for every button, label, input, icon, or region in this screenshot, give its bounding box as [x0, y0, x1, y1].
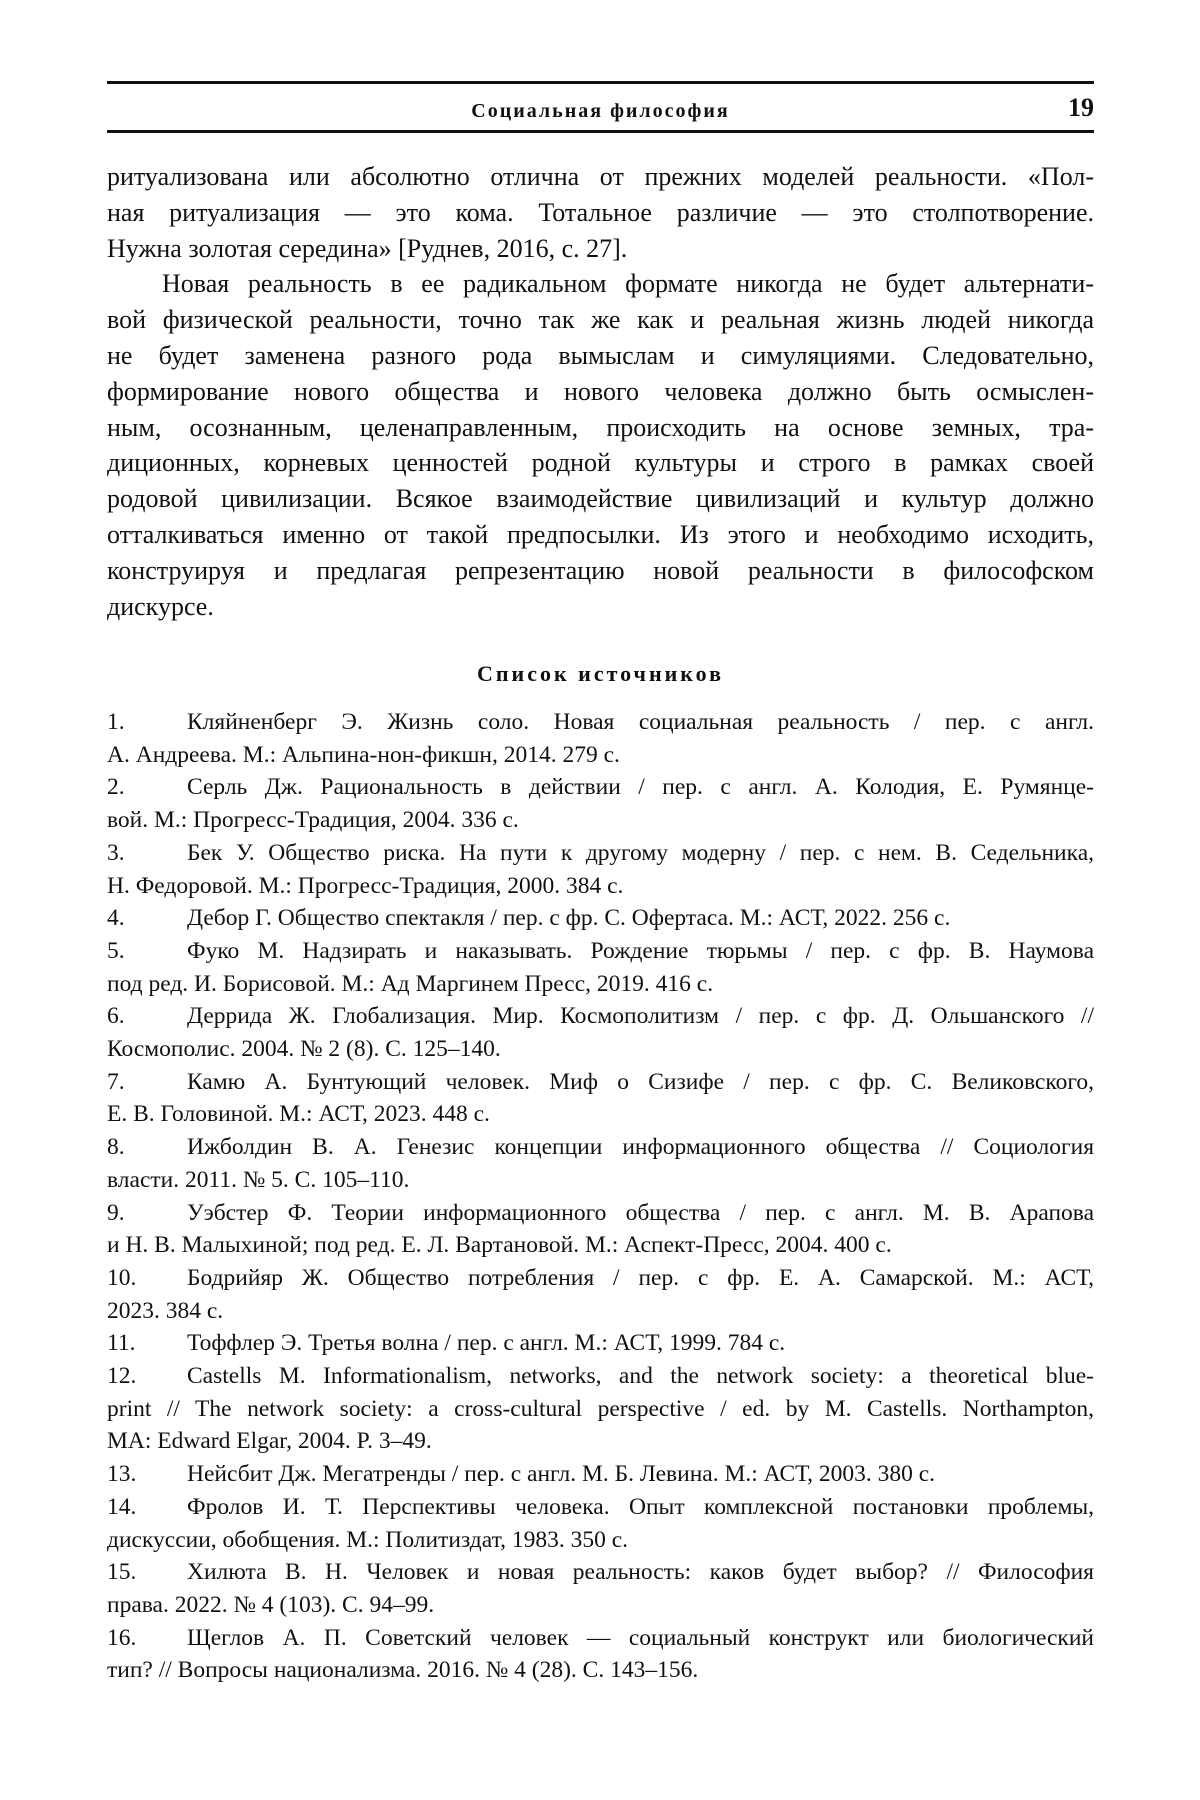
references-heading: Список источников: [107, 657, 1094, 691]
reference-number: 8.: [107, 1131, 187, 1164]
paragraph: [107, 266, 1094, 624]
reference-number: 1.: [107, 706, 187, 739]
reference-number: 16.: [107, 1622, 187, 1655]
text-line: ная ритуализация — это кома. Тотальное различие — это столпотворение.: [107, 195, 1094, 231]
text-line: родовой цивилизации. Всякое взаимодействие цивилизаций и культур должно: [107, 481, 1094, 517]
reference-number: 3.: [107, 837, 187, 870]
reference-number: 9.: [107, 1197, 187, 1230]
text-line: Нужна золотая середина» [Руднев, 2016, с. 27].: [107, 231, 1094, 267]
text-line: конструируя и предлагая репрезентацию новой реальности в философском: [107, 553, 1094, 589]
reference-line: тип? // Вопросы национализма. 2016. № 4 (28). С. 143–156.: [107, 1654, 1094, 1687]
reference-item: [107, 771, 1094, 836]
reference-line: [107, 1556, 1094, 1589]
reference-line: [107, 1000, 1094, 1033]
reference-item: [107, 1360, 1094, 1458]
reference-text: Щеглов А. П. Советский человек — социальный конструкт или биологический: [187, 1625, 1094, 1651]
reference-line: Космополис. 2004. № 2 (8). С. 125–140.: [107, 1033, 1094, 1066]
paragraph: [107, 159, 1094, 266]
reference-text: Фролов И. Т. Перспективы человека. Опыт комплексной постановки проблемы,: [187, 1494, 1094, 1520]
reference-line: под ред. И. Борисовой. М.: Ад Маргинем Пресс, 2019. 416 с.: [107, 968, 1094, 1001]
reference-number: 5.: [107, 935, 187, 968]
reference-line: [107, 706, 1094, 739]
text-line: дискурсе.: [107, 589, 1094, 625]
reference-item: [107, 935, 1094, 1000]
reference-line: [107, 1360, 1094, 1393]
reference-line: print // The network society: a cross-cultural perspective / ed. by M. Castells. Northampton,: [107, 1393, 1094, 1426]
reference-text: Фуко М. Надзирать и наказывать. Рождение тюрьмы / пер. с фр. В. Наумова: [187, 938, 1094, 964]
reference-text: Бодрийяр Ж. Общество потребления / пер. с фр. Е. А. Самарской. М.: АСТ,: [187, 1265, 1094, 1291]
reference-line: [107, 1622, 1094, 1655]
reference-line: 2023. 384 с.: [107, 1295, 1094, 1328]
header-bottom-rule: [107, 130, 1094, 133]
reference-number: 6.: [107, 1000, 187, 1033]
reference-number: 15.: [107, 1556, 187, 1589]
reference-text: Хилюта В. Н. Человек и новая реальность: каков будет выбор? // Философия: [187, 1559, 1094, 1585]
references-list: [107, 706, 1094, 1687]
reference-number: 2.: [107, 771, 187, 804]
reference-item: [107, 1458, 1094, 1491]
reference-number: 10.: [107, 1262, 187, 1295]
reference-item: [107, 837, 1094, 902]
reference-line: Н. Федоровой. М.: Прогресс-Традиция, 2000. 384 с.: [107, 870, 1094, 903]
reference-number: 4.: [107, 902, 187, 935]
body-text: [107, 159, 1094, 624]
text-line: Новая реальность в ее радикальном формате никогда не будет альтернати-: [107, 266, 1094, 302]
reference-item: [107, 1327, 1094, 1360]
reference-line: [107, 1262, 1094, 1295]
reference-text: Ижболдин В. А. Генезис концепции информационного общества // Социология: [187, 1134, 1094, 1160]
reference-line: Е. В. Головиной. М.: АСТ, 2023. 448 с.: [107, 1098, 1094, 1131]
reference-number: 12.: [107, 1360, 187, 1393]
text-line: ным, осознанным, целенаправленным, происходить на основе земных, тра-: [107, 410, 1094, 446]
text-line: диционных, корневых ценностей родной культуры и строго в рамках своей: [107, 445, 1094, 481]
reference-item: [107, 1491, 1094, 1556]
reference-item: [107, 1556, 1094, 1621]
reference-item: [107, 1262, 1094, 1327]
header-top-rule: [107, 81, 1094, 84]
reference-item: [107, 1000, 1094, 1065]
reference-text: Деррида Ж. Глобализация. Мир. Космополитизм / пер. с фр. Д. Ольшанского //: [187, 1003, 1094, 1029]
reference-line: [107, 1327, 1094, 1360]
reference-line: [107, 1458, 1094, 1491]
page-number: 19: [1068, 91, 1094, 125]
reference-item: [107, 1197, 1094, 1262]
reference-text: Castells M. Informationalism, networks, and the network society: a theoretical blue-: [187, 1363, 1094, 1389]
reference-line: [107, 1197, 1094, 1230]
reference-line: [107, 902, 1094, 935]
text-line: отталкиваться именно от такой предпосылки. Из этого и необходимо исходить,: [107, 517, 1094, 553]
reference-line: [107, 935, 1094, 968]
reference-item: [107, 1131, 1094, 1196]
text-line: ритуализована или абсолютно отлична от прежних моделей реальности. «Пол-: [107, 159, 1094, 195]
reference-line: права. 2022. № 4 (103). С. 94–99.: [107, 1589, 1094, 1622]
reference-line: и Н. В. Малыхиной; под ред. Е. Л. Вартановой. М.: Аспект-Пресс, 2004. 400 с.: [107, 1229, 1094, 1262]
reference-text: Дебор Г. Общество спектакля / пер. с фр. С. Офертаса. М.: АСТ, 2022. 256 с.: [187, 905, 950, 931]
reference-text: Камю А. Бунтующий человек. Миф о Сизифе / пер. с фр. С. Великовского,: [187, 1069, 1094, 1095]
reference-line: вой. М.: Прогресс-Традиция, 2004. 336 с.: [107, 804, 1094, 837]
reference-line: [107, 1131, 1094, 1164]
reference-item: [107, 706, 1094, 771]
reference-line: [107, 837, 1094, 870]
reference-number: 13.: [107, 1458, 187, 1491]
text-line: формирование нового общества и нового человека должно быть осмыслен-: [107, 374, 1094, 410]
reference-text: Уэбстер Ф. Теории информационного общества / пер. с англ. М. В. Арапова: [187, 1200, 1094, 1226]
text-line: вой физической реальности, точно так же как и реальная жизнь людей никогда: [107, 302, 1094, 338]
reference-line: дискуссии, обобщения. М.: Политиздат, 1983. 350 с.: [107, 1524, 1094, 1557]
reference-number: 11.: [107, 1327, 187, 1360]
reference-item: [107, 902, 1094, 935]
reference-item: [107, 1066, 1094, 1131]
reference-line: MA: Edward Elgar, 2004. P. 3–49.: [107, 1425, 1094, 1458]
text-line: не будет заменена разного рода вымыслам и симуляциями. Следовательно,: [107, 338, 1094, 374]
reference-text: Бек У. Общество риска. На пути к другому модерну / пер. с нем. В. Седельника,: [187, 840, 1094, 866]
reference-line: [107, 1491, 1094, 1524]
reference-text: Кляйненберг Э. Жизнь соло. Новая социальная реальность / пер. с англ.: [187, 709, 1094, 735]
reference-number: 7.: [107, 1066, 187, 1099]
reference-line: [107, 1066, 1094, 1099]
running-title: Социальная философия: [107, 94, 1094, 128]
reference-number: 14.: [107, 1491, 187, 1524]
reference-item: [107, 1622, 1094, 1687]
reference-text: Серль Дж. Рациональность в действии / пер. с англ. А. Колодия, Е. Румянце-: [187, 774, 1094, 800]
reference-line: власти. 2011. № 5. С. 105–110.: [107, 1164, 1094, 1197]
reference-line: А. Андреева. М.: Альпина-нон-фикшн, 2014. 279 с.: [107, 739, 1094, 772]
reference-line: [107, 771, 1094, 804]
reference-text: Тоффлер Э. Третья волна / пер. с англ. М.: АСТ, 1999. 784 с.: [187, 1330, 785, 1356]
reference-text: Нейсбит Дж. Мегатренды / пер. с англ. М. Б. Левина. М.: АСТ, 2003. 380 с.: [187, 1461, 935, 1487]
